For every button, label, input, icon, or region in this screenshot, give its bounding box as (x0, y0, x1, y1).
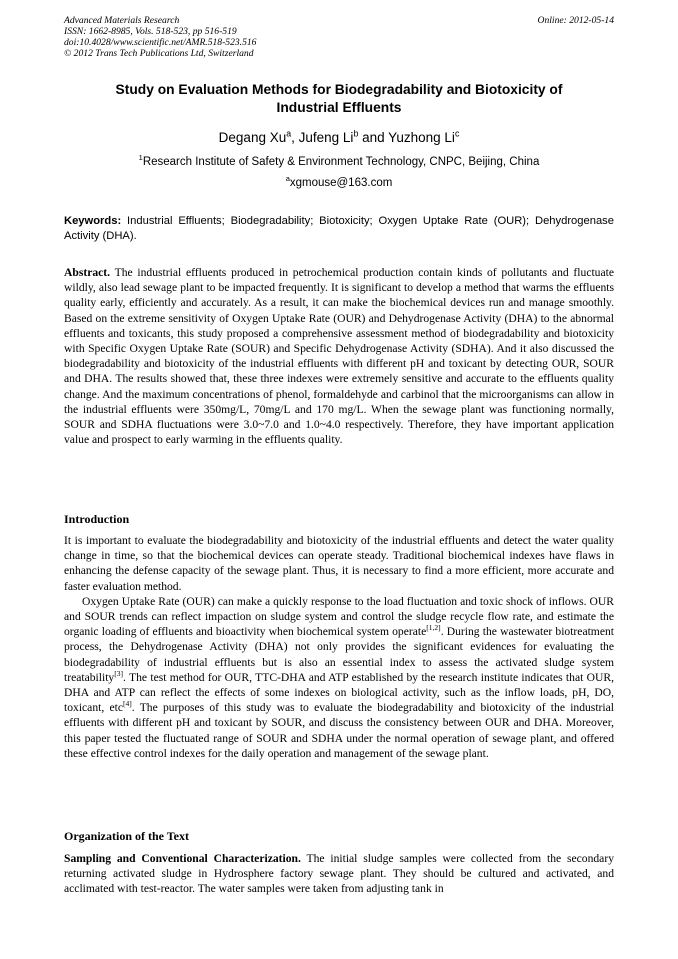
organization-body (64, 851, 614, 897)
issn-line: ISSN: 1662-8985, Vols. 518-523, pp 516-519 (64, 26, 237, 37)
affiliation: $^1$Research Institute of Safety & Environment Technology, CNPC, Beijing, China (138, 153, 540, 168)
author-name: Jufeng Li (298, 130, 354, 145)
author-email: $^a$xgmouse@163.com (285, 174, 393, 189)
section-heading-introduction: Introduction (64, 512, 130, 526)
doi-line: doi:10.4028/www.scientific.net/AMR.518-523.516 (64, 37, 257, 48)
author-list: Degang Xu$^a$, Jufeng Li$^b$ and Yuzhong Li$^c$ (218, 128, 460, 145)
paragraph: Oxygen Uptake Rate (OUR) can make a quickly response to the load fluctuation and toxic shock of inflows. OUR and SOUR trends can reflect impaction on sludge system and control the sludge recycle flow rate, and estimate the organic loading of effluents and bioactivity when biochemical system operate[1,2]. During the wastewater biotreatment process, the Dehydrogenase Activity (DHA) not only provides the significant evidences for evaluating the biodegradability of industrial effluents but is also an essential index to assess the activated sludge system treatability[3]. The test method for OUR, TTC-DHA and ATP established by the research institute indicates that OUR, DHA and ATP can reflect the effects of some indexes on biological activity, such as the inflow loads, pH, DO, toxicant, etc[4]. The purposes of this study was to evaluate the biodegradability and biotoxicity of the industrial effluents with different pH and toxicant by SOUR, and discuss the consistency between OUR and DHA. Moreover, this paper tested the fluctuated range of SOUR and SDHA under the normal operation of sewage plant, and offered these effective control indexes for the daily operation and management of the sewage plant. (64, 594, 614, 760)
abstract-label: Abstract. (64, 266, 111, 279)
abstract (64, 265, 614, 447)
keywords-label: Keywords: (64, 215, 122, 227)
section-heading-organization: Organization of the Text (64, 829, 189, 843)
journal-name: Advanced Materials Research (64, 15, 180, 26)
keywords-text: Industrial Effluents; Biodegradability; Biotoxicity; Oxygen Uptake Rate (OUR); Dehydrogenase Activity (DHA). (64, 215, 614, 242)
abstract-text: The industrial effluents produced in petrochemical production contain kinds of pollutants and fluctuate wildly, also lead sewage plant to be impacted frequently. It is significant to develop a method that warms the effluents quality early, efficiently and accurately. As a result, it can make the biochemical devices run and manage smoothly. Based on the extreme sensitivity of Oxygen Uptake Rate (OUR) and Dehydrogenase Activity (DHA) to the abnormal effluents and toxicants, this study proposed a comprehensive assessment method of biodegradability and biotoxicity with Specific Oxygen Uptake Rate (SOUR) and Specific Dehydrogenase Activity (SDHA). And it also discussed the biodegradability and biotoxicity of the industrial effluents with different pH and toxicant by detecting OUR, SOUR and DHA. The results showed that, these three indexes were extremely sensitive and accurate to the effluents quality change. And the maximum concentrations of phenol, formaldehyde and carbinol that the microorganisms can allow in the industrial effluents were 350mg/L, 70mg/L and 170 mg/L. When the sewage plant was functioning normally, SOUR and SDHA fluctuations were 3.0~7.0 and 1.0~4.0 respectively. Therefore, they have important application value and prospect to early warming in the effluents quality. (64, 266, 614, 447)
paragraph: It is important to evaluate the biodegradability and biotoxicity of the industrial effluents and detect the water quality change in time, so that the biochemical devices can operate steady. Traditional biochemical indexes have flaws in enhancing the defense capacity of the sewage plant. Thus, it is necessary to find a more efficient, more accurate and faster evaluation method. (64, 534, 614, 593)
subsection-label: Sampling and Conventional Characterization. (64, 852, 301, 865)
keywords (64, 214, 614, 244)
citation: [4] (122, 699, 132, 709)
introduction-body (64, 533, 614, 761)
copyright-line: © 2012 Trans Tech Publications Ltd, Switzerland (64, 48, 254, 59)
citation: [1,2] (426, 623, 441, 633)
paragraph: Sampling and Conventional Characterization. The initial sludge samples were collected from the secondary returning activated sludge in Hydrosphere factory sewage plant. They should be cultured and activated, and acclimated with test-reactor. The water samples were taken from adjusting tank in (64, 852, 614, 896)
author-name: Yuzhong Li (388, 130, 455, 145)
online-date: Online: 2012-05-14 (537, 15, 614, 26)
paper-title: Study on Evaluation Methods for Biodegradability and Biotoxicity of Industrial Effluents (115, 82, 563, 115)
running-header (64, 15, 614, 59)
citation: [3] (114, 668, 124, 678)
author-name: Degang Xu (218, 130, 287, 145)
